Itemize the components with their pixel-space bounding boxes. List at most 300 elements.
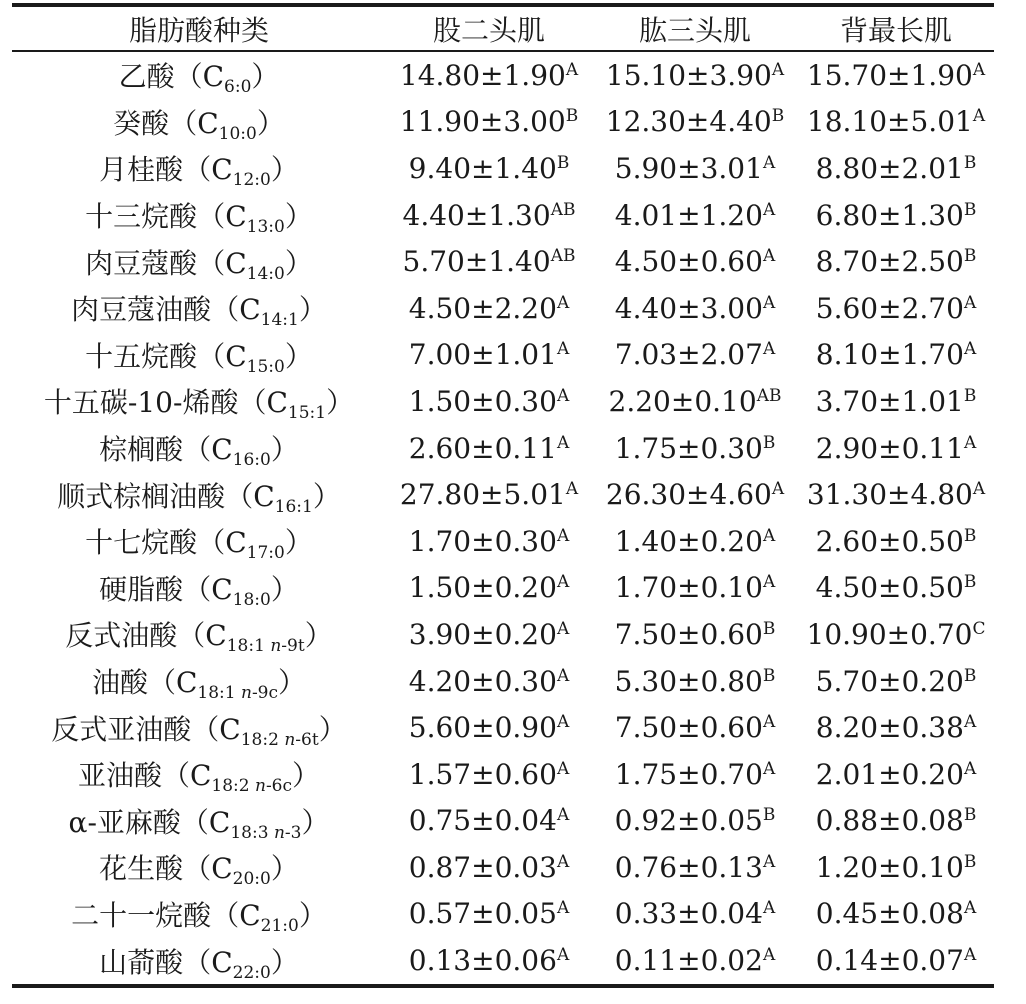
table-row	[12, 798, 994, 845]
significance-letter: A	[963, 898, 977, 919]
significance-letter: A	[762, 246, 776, 267]
significance-letter: A	[762, 898, 776, 919]
significance-letter: B	[963, 851, 977, 872]
carbon-notation-suffix: -6t	[295, 729, 319, 750]
table-row	[12, 704, 994, 751]
fatty-acid-name: 十五碳-10-烯酸	[43, 386, 239, 420]
significance-letter: A	[762, 758, 776, 779]
longissimus-dorsi-value-cell	[798, 145, 994, 192]
carbon-notation-main: 18:3	[230, 822, 274, 843]
formula-open: （C	[225, 479, 275, 513]
carbon-notation-main: 14:0	[246, 263, 285, 284]
carbon-notation	[247, 357, 285, 377]
formula-open: （C	[183, 945, 233, 979]
triceps-brachii-value-cell	[592, 611, 798, 658]
fatty-acid-name-cell	[12, 751, 386, 798]
longissimus-dorsi-value: 18.10±5.01	[806, 105, 973, 139]
fatty-acid-name-cell	[12, 518, 386, 565]
triceps-brachii-value: 0.92±0.05	[614, 804, 763, 838]
triceps-brachii-value-cell	[592, 378, 798, 425]
carbon-notation	[233, 450, 271, 470]
fatty-acid-name: 二十一烷酸	[71, 898, 212, 932]
triceps-brachii-value-cell	[592, 145, 798, 192]
formula-open: （C	[183, 153, 233, 187]
longissimus-dorsi-value-cell	[798, 844, 994, 891]
carbon-notation-main: 12:0	[232, 170, 271, 191]
biceps-femoris-value: 5.60±0.90	[408, 711, 557, 745]
carbon-notation	[247, 264, 285, 284]
table-row	[12, 332, 994, 379]
significance-letter: B	[963, 665, 977, 686]
fatty-acid-name-cell	[12, 192, 386, 239]
fatty-acid-name-cell	[12, 937, 386, 986]
fatty-acid-name: 月桂酸	[99, 153, 184, 187]
biceps-femoris-value-cell	[386, 425, 592, 472]
biceps-femoris-value-cell	[386, 937, 592, 986]
fatty-acid-name-cell	[12, 285, 386, 332]
significance-letter: A	[556, 339, 570, 360]
carbon-notation	[241, 730, 319, 750]
longissimus-dorsi-value: 8.80±2.01	[815, 151, 964, 185]
fatty-acid-table	[12, 3, 994, 988]
biceps-femoris-value-cell	[386, 145, 592, 192]
fatty-acid-name: 十五烷酸	[85, 339, 198, 373]
significance-letter: A	[556, 385, 570, 406]
longissimus-dorsi-value: 8.20±0.38	[815, 711, 964, 745]
carbon-notation-main: 13:0	[246, 217, 285, 238]
formula-close: ）	[284, 246, 313, 280]
significance-letter: A	[556, 618, 570, 639]
longissimus-dorsi-value: 3.70±1.01	[815, 384, 964, 418]
fatty-acid-name: 反式油酸	[65, 619, 178, 653]
triceps-brachii-value-cell	[592, 51, 798, 99]
biceps-femoris-value: 1.57±0.60	[408, 757, 557, 791]
formula-open: （C	[211, 898, 261, 932]
carbon-notation-main: 22:0	[232, 962, 271, 983]
triceps-brachii-value-cell	[592, 425, 798, 472]
carbon-notation-main: 20:0	[232, 869, 271, 890]
biceps-femoris-value: 0.75±0.04	[408, 804, 557, 838]
carbon-notation-italic: n	[240, 683, 252, 704]
fatty-acid-name: 十七烷酸	[85, 526, 198, 560]
carbon-notation-main: 10:0	[218, 123, 257, 144]
significance-letter: A	[762, 572, 776, 593]
significance-letter: A	[556, 851, 570, 872]
biceps-femoris-value-cell	[386, 378, 592, 425]
biceps-femoris-value: 0.13±0.06	[408, 944, 557, 978]
formula-close: ）	[318, 712, 347, 746]
biceps-femoris-value: 4.20±0.30	[408, 664, 557, 698]
carbon-notation	[247, 543, 285, 563]
significance-letter: A	[762, 199, 776, 220]
significance-letter: A	[972, 479, 986, 500]
carbon-notation	[233, 590, 271, 610]
triceps-brachii-value: 1.70±0.10	[614, 571, 763, 605]
significance-letter: B	[762, 665, 776, 686]
formula-close: ）	[292, 759, 321, 793]
longissimus-dorsi-value: 15.70±1.90	[806, 58, 973, 92]
formula-open: （C	[197, 200, 247, 234]
biceps-femoris-value-cell	[386, 332, 592, 379]
formula-open: （C	[197, 526, 247, 560]
longissimus-dorsi-value: 4.50±0.50	[815, 571, 964, 605]
triceps-brachii-value-cell	[592, 891, 798, 938]
fatty-acid-name: 亚油酸	[77, 759, 162, 793]
significance-letter: A	[556, 898, 570, 919]
table-row	[12, 891, 994, 938]
formula-close: ）	[270, 433, 299, 467]
longissimus-dorsi-value: 6.80±1.30	[815, 198, 964, 232]
fatty-acid-name-cell	[12, 471, 386, 518]
significance-letter: B	[963, 246, 977, 267]
carbon-notation-main: 16:0	[232, 450, 271, 471]
formula-open: （C	[183, 572, 233, 606]
formula-close: ）	[298, 293, 327, 327]
longissimus-dorsi-value: 10.90±0.70	[806, 617, 973, 651]
carbon-notation	[288, 403, 326, 423]
formula-open: （C	[169, 106, 219, 140]
significance-letter: B	[963, 385, 977, 406]
significance-letter: A	[556, 665, 570, 686]
carbon-notation	[224, 77, 251, 97]
table-row	[12, 378, 994, 425]
formula-close: ）	[298, 898, 327, 932]
significance-letter: A	[972, 106, 986, 127]
fatty-acid-name: 山萮酸	[99, 945, 184, 979]
triceps-brachii-value-cell	[592, 285, 798, 332]
significance-letter: A	[963, 432, 977, 453]
carbon-notation	[219, 124, 257, 144]
triceps-brachii-value: 5.90±3.01	[614, 151, 763, 185]
formula-close: ）	[301, 805, 330, 839]
triceps-brachii-value-cell	[592, 192, 798, 239]
longissimus-dorsi-value-cell	[798, 704, 994, 751]
fatty-acid-name-cell	[12, 565, 386, 612]
formula-close: ）	[284, 200, 313, 234]
carbon-notation	[261, 310, 299, 330]
table-row	[12, 518, 994, 565]
longissimus-dorsi-value: 0.45±0.08	[815, 897, 964, 931]
significance-letter: A	[762, 712, 776, 733]
carbon-notation-italic: n	[284, 729, 296, 750]
formula-open: （C	[161, 759, 212, 793]
significance-letter: A	[565, 59, 579, 80]
biceps-femoris-value: 2.60±0.11	[408, 431, 557, 465]
carbon-notation	[233, 869, 271, 889]
formula-close: ）	[284, 339, 313, 373]
carbon-notation-main: 18:1	[226, 636, 271, 657]
significance-letter: A	[771, 479, 785, 500]
biceps-femoris-value: 1.50±0.30	[408, 384, 557, 418]
triceps-brachii-value: 1.75±0.70	[614, 757, 763, 791]
biceps-femoris-value-cell	[386, 518, 592, 565]
significance-letter: B	[963, 805, 977, 826]
carbon-notation-main: 18:2	[211, 776, 255, 797]
longissimus-dorsi-value-cell	[798, 51, 994, 99]
significance-letter: B	[565, 106, 579, 127]
triceps-brachii-value: 4.50±0.60	[614, 245, 763, 279]
significance-letter: AB	[756, 385, 782, 406]
biceps-femoris-value: 4.40±1.30	[402, 198, 551, 232]
table-header-row	[12, 5, 994, 51]
formula-open: （C	[191, 712, 241, 746]
formula-open: （C	[177, 619, 227, 653]
longissimus-dorsi-value-cell	[798, 751, 994, 798]
significance-letter: A	[963, 758, 977, 779]
carbon-notation-main: 17:0	[246, 543, 285, 564]
fatty-acid-name-cell	[12, 99, 386, 146]
longissimus-dorsi-value-cell	[798, 425, 994, 472]
longissimus-dorsi-value-cell	[798, 238, 994, 285]
triceps-brachii-value-cell	[592, 704, 798, 751]
biceps-femoris-value-cell	[386, 51, 592, 99]
significance-letter: A	[771, 59, 785, 80]
fatty-acid-name: 顺式棕榈油酸	[57, 479, 226, 513]
significance-letter: A	[556, 432, 570, 453]
fatty-acid-name: 花生酸	[99, 852, 184, 886]
biceps-femoris-value: 1.50±0.20	[408, 571, 557, 605]
carbon-notation	[197, 683, 278, 703]
formula-open: （C	[180, 805, 231, 839]
table-row	[12, 751, 994, 798]
triceps-brachii-value-cell	[592, 844, 798, 891]
significance-letter: AB	[550, 246, 576, 267]
triceps-brachii-value: 7.03±2.07	[614, 338, 763, 372]
biceps-femoris-value: 11.90±3.00	[399, 105, 566, 139]
table-row	[12, 611, 994, 658]
fatty-acid-name-cell	[12, 798, 386, 845]
triceps-brachii-value: 4.40±3.00	[614, 291, 763, 325]
significance-letter: A	[556, 805, 570, 826]
longissimus-dorsi-value-cell	[798, 937, 994, 986]
biceps-femoris-value-cell	[386, 844, 592, 891]
longissimus-dorsi-value: 8.70±2.50	[815, 245, 964, 279]
fatty-acid-name-cell	[12, 704, 386, 751]
longissimus-dorsi-value-cell	[798, 99, 994, 146]
biceps-femoris-value-cell	[386, 891, 592, 938]
formula-open: （C	[183, 433, 233, 467]
carbon-notation-suffix: -9c	[251, 683, 279, 704]
biceps-femoris-value: 14.80±1.90	[399, 58, 566, 92]
fatty-acid-name-cell	[12, 332, 386, 379]
fatty-acid-name-cell	[12, 238, 386, 285]
biceps-femoris-value-cell	[386, 192, 592, 239]
biceps-femoris-value-cell	[386, 751, 592, 798]
biceps-femoris-value: 0.57±0.05	[408, 897, 557, 931]
carbon-notation-main: 18:1	[197, 683, 241, 704]
table-row	[12, 471, 994, 518]
biceps-femoris-value-cell	[386, 285, 592, 332]
formula-open: （C	[211, 293, 261, 327]
header-triceps-brachii: 肱三头肌	[592, 5, 798, 51]
longissimus-dorsi-value: 2.01±0.20	[815, 757, 964, 791]
longissimus-dorsi-value-cell	[798, 378, 994, 425]
longissimus-dorsi-value: 0.14±0.07	[815, 944, 964, 978]
triceps-brachii-value: 15.10±3.90	[605, 58, 772, 92]
fatty-acid-name: 癸酸	[113, 106, 170, 140]
biceps-femoris-value: 9.40±1.40	[408, 151, 557, 185]
triceps-brachii-value: 5.30±0.80	[614, 664, 763, 698]
longissimus-dorsi-value: 0.88±0.08	[815, 804, 964, 838]
longissimus-dorsi-value-cell	[798, 658, 994, 705]
significance-letter: A	[762, 525, 776, 546]
fatty-acid-name-cell	[12, 425, 386, 472]
triceps-brachii-value: 7.50±0.60	[614, 617, 763, 651]
significance-letter: B	[771, 106, 785, 127]
table-row	[12, 285, 994, 332]
longissimus-dorsi-value-cell	[798, 471, 994, 518]
carbon-notation-main: 21:0	[260, 915, 299, 936]
significance-letter: A	[565, 479, 579, 500]
carbon-notation	[275, 497, 313, 517]
biceps-femoris-value-cell	[386, 471, 592, 518]
carbon-notation-italic: n	[270, 636, 282, 657]
triceps-brachii-value: 0.76±0.13	[614, 850, 763, 884]
longissimus-dorsi-value-cell	[798, 192, 994, 239]
formula-close: ）	[270, 852, 299, 886]
formula-open: （C	[197, 339, 247, 373]
fatty-acid-name-cell	[12, 145, 386, 192]
table-row	[12, 238, 994, 285]
formula-open: （C	[183, 852, 233, 886]
triceps-brachii-value-cell	[592, 332, 798, 379]
carbon-notation	[211, 776, 292, 796]
header-longissimus-dorsi: 背最长肌	[798, 5, 994, 51]
fatty-acid-name-cell	[12, 891, 386, 938]
fatty-acid-name-cell	[12, 658, 386, 705]
biceps-femoris-value: 4.50±2.20	[408, 291, 557, 325]
triceps-brachii-value-cell	[592, 238, 798, 285]
carbon-notation	[233, 963, 271, 983]
longissimus-dorsi-value: 2.90±0.11	[815, 431, 964, 465]
carbon-notation-suffix: -6c	[265, 776, 293, 797]
significance-letter: A	[556, 712, 570, 733]
table-row	[12, 844, 994, 891]
biceps-femoris-value-cell	[386, 798, 592, 845]
longissimus-dorsi-value: 5.70±0.20	[815, 664, 964, 698]
significance-letter: B	[762, 805, 776, 826]
carbon-notation	[230, 823, 301, 843]
significance-letter: B	[762, 432, 776, 453]
carbon-notation	[227, 636, 305, 656]
carbon-notation-main: 18:2	[240, 729, 285, 750]
table-body	[12, 51, 994, 986]
longissimus-dorsi-value-cell	[798, 798, 994, 845]
triceps-brachii-value-cell	[592, 937, 798, 986]
longissimus-dorsi-value-cell	[798, 285, 994, 332]
significance-letter: A	[556, 525, 570, 546]
triceps-brachii-value: 0.11±0.02	[614, 944, 763, 978]
biceps-femoris-value-cell	[386, 99, 592, 146]
table-row	[12, 565, 994, 612]
biceps-femoris-value-cell	[386, 658, 592, 705]
triceps-brachii-value-cell	[592, 751, 798, 798]
fatty-acid-name: 硬脂酸	[99, 572, 184, 606]
biceps-femoris-value-cell	[386, 565, 592, 612]
formula-open: （C	[238, 386, 288, 420]
triceps-brachii-value-cell	[592, 518, 798, 565]
biceps-femoris-value: 1.70±0.30	[408, 524, 557, 558]
formula-close: ）	[326, 386, 355, 420]
triceps-brachii-value: 1.75±0.30	[614, 431, 763, 465]
longissimus-dorsi-value-cell	[798, 891, 994, 938]
triceps-brachii-value: 0.33±0.04	[614, 897, 763, 931]
fatty-acid-name-cell	[12, 611, 386, 658]
biceps-femoris-value-cell	[386, 238, 592, 285]
table-row	[12, 658, 994, 705]
significance-letter: AB	[550, 199, 576, 220]
carbon-notation-suffix: -3	[284, 822, 302, 843]
significance-letter: A	[963, 339, 977, 360]
carbon-notation	[233, 170, 271, 190]
longissimus-dorsi-value-cell	[798, 565, 994, 612]
carbon-notation-italic: n	[254, 776, 266, 797]
significance-letter: A	[762, 945, 776, 966]
significance-letter: B	[963, 572, 977, 593]
header-biceps-femoris: 股二头肌	[386, 5, 592, 51]
significance-letter: A	[963, 945, 977, 966]
significance-letter: A	[963, 292, 977, 313]
significance-letter: A	[963, 712, 977, 733]
table-row	[12, 145, 994, 192]
significance-letter: C	[972, 618, 986, 639]
biceps-femoris-value-cell	[386, 611, 592, 658]
longissimus-dorsi-value: 31.30±4.80	[806, 478, 973, 512]
triceps-brachii-value-cell	[592, 471, 798, 518]
significance-letter: B	[963, 199, 977, 220]
formula-open: （C	[197, 246, 247, 280]
longissimus-dorsi-value: 5.60±2.70	[815, 291, 964, 325]
triceps-brachii-value-cell	[592, 798, 798, 845]
significance-letter: A	[762, 152, 776, 173]
carbon-notation-main: 15:1	[287, 403, 327, 424]
significance-letter: B	[556, 152, 570, 173]
carbon-notation	[261, 916, 299, 936]
formula-close: ）	[270, 945, 299, 979]
significance-letter: A	[556, 945, 570, 966]
carbon-notation-main: 16:1	[274, 496, 313, 517]
significance-letter: A	[762, 292, 776, 313]
fatty-acid-name-cell	[12, 378, 386, 425]
fatty-acid-name: 肉豆蔻酸	[85, 246, 198, 280]
table-row	[12, 99, 994, 146]
biceps-femoris-value: 3.90±0.20	[408, 617, 557, 651]
significance-letter: A	[762, 851, 776, 872]
biceps-femoris-value-cell	[386, 704, 592, 751]
formula-open: （C	[147, 666, 198, 700]
fatty-acid-name: 乙酸	[118, 60, 175, 94]
carbon-notation-main: 14:1	[260, 310, 299, 331]
fatty-acid-name: 反式亚油酸	[51, 712, 192, 746]
fatty-acid-name: α-亚麻酸	[68, 805, 181, 839]
longissimus-dorsi-value-cell	[798, 611, 994, 658]
triceps-brachii-value-cell	[592, 565, 798, 612]
triceps-brachii-value: 7.50±0.60	[614, 711, 763, 745]
significance-letter: B	[762, 618, 776, 639]
triceps-brachii-value: 12.30±4.40	[605, 105, 772, 139]
formula-close: ）	[312, 479, 341, 513]
fatty-acid-name: 油酸	[91, 666, 148, 700]
significance-letter: A	[556, 572, 570, 593]
carbon-notation	[247, 217, 285, 237]
fatty-acid-name-cell	[12, 51, 386, 99]
table-row	[12, 51, 994, 99]
formula-close: ）	[256, 106, 285, 140]
longissimus-dorsi-value: 2.60±0.50	[815, 524, 964, 558]
longissimus-dorsi-value: 8.10±1.70	[815, 338, 964, 372]
biceps-femoris-value: 0.87±0.03	[408, 850, 557, 884]
formula-close: ）	[284, 526, 313, 560]
